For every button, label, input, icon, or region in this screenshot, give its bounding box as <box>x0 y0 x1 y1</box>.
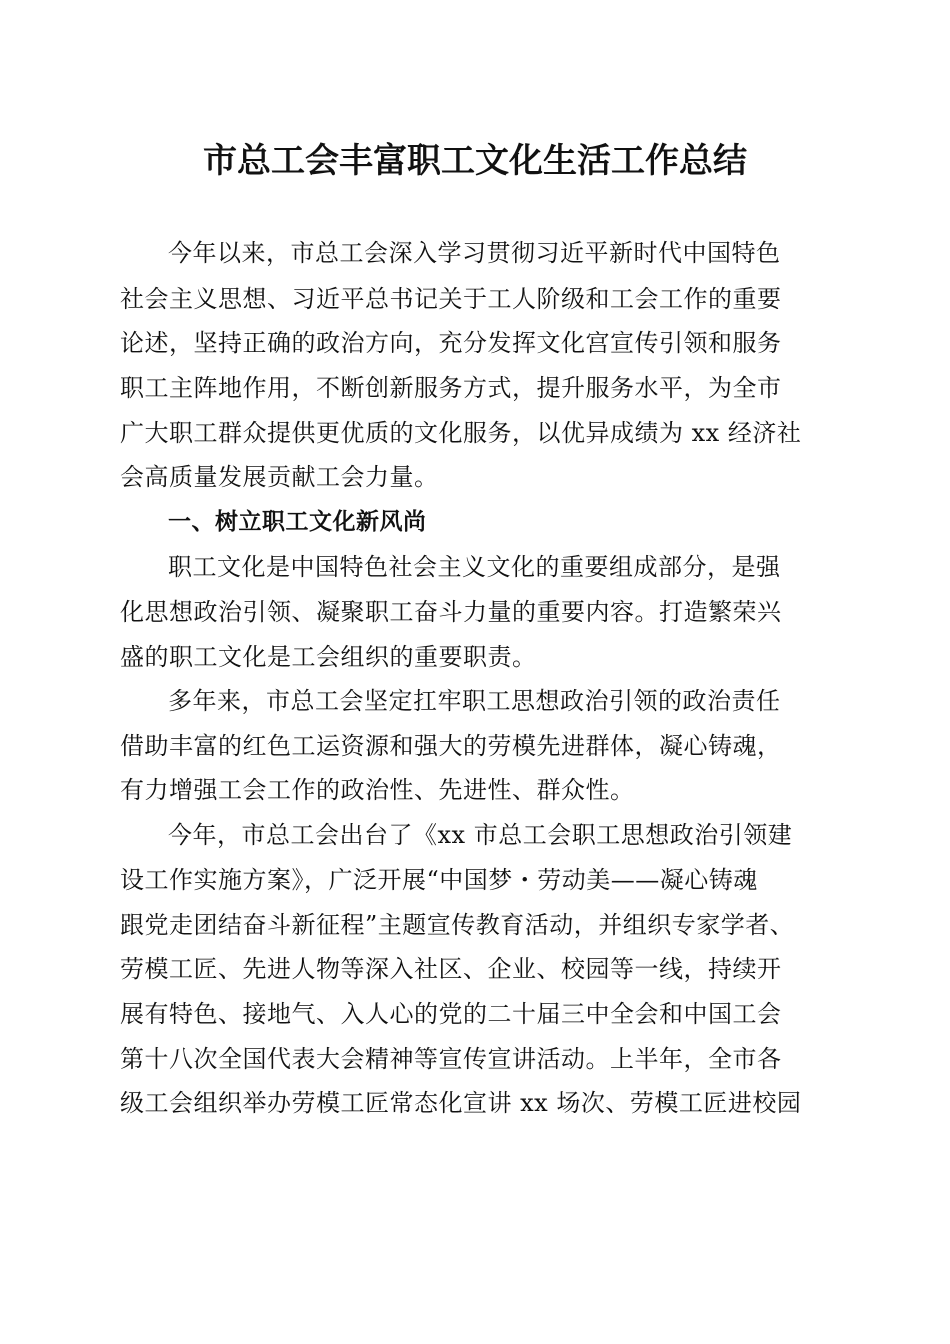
paragraph-line: 会高质量发展贡献工会力量。 <box>120 463 439 491</box>
paragraph-line: 论述，坚持正确的政治方向，充分发挥文化宫宣传引领和服务 <box>120 329 782 357</box>
paragraph-line: 今年，市总工会出台了《xx 市总工会职工思想政治引领建 <box>168 821 793 849</box>
paragraph-line: 有力增强工会工作的政治性、先进性、群众性。 <box>120 776 635 804</box>
paragraph-line: 盛的职工文化是工会组织的重要职责。 <box>120 643 537 671</box>
paragraph-line: 广大职工群众提供更优质的文化服务，以优异成绩为 xx 经济社 <box>120 419 802 447</box>
paragraph-line: 借助丰富的红色工运资源和强大的劳模先进群体，凝心铸魂， <box>120 732 782 760</box>
paragraph-line: 展有特色、接地气、入人心的党的二十届三中全会和中国工会 <box>120 1000 782 1028</box>
document-title: 市总工会丰富职工文化生活工作总结 <box>203 141 747 181</box>
paragraph-line: 化思想政治引领、凝聚职工奋斗力量的重要内容。打造繁荣兴 <box>120 598 782 626</box>
paragraph-line: 职工文化是中国特色社会主义文化的重要组成部分，是强 <box>168 553 781 581</box>
paragraph-line: 级工会组织举办劳模工匠常态化宣讲 xx 场次、劳模工匠进校园 <box>120 1089 802 1117</box>
section-heading: 一、树立职工文化新风尚 <box>168 509 427 535</box>
paragraph-line: 第十八次全国代表大会精神等宣传宣讲活动。上半年，全市各 <box>120 1045 782 1073</box>
paragraph-line: 设工作实施方案》，广泛开展“中国梦・劳动美——凝心铸魂 <box>120 866 758 894</box>
paragraph-line: 跟党走团结奋斗新征程”主题宣传教育活动，并组织专家学者、 <box>120 911 795 939</box>
paragraph-line: 社会主义思想、习近平总书记关于工人阶级和工会工作的重要 <box>120 285 782 313</box>
paragraph-line: 职工主阵地作用，不断创新服务方式，提升服务水平，为全市 <box>120 374 782 402</box>
paragraph-line: 劳模工匠、先进人物等深入社区、企业、校园等一线，持续开 <box>120 955 782 983</box>
paragraph-line: 今年以来，市总工会深入学习贯彻习近平新时代中国特色 <box>168 239 781 267</box>
paragraph-line: 多年来，市总工会坚定扛牢职工思想政治引领的政治责任 <box>168 687 781 715</box>
